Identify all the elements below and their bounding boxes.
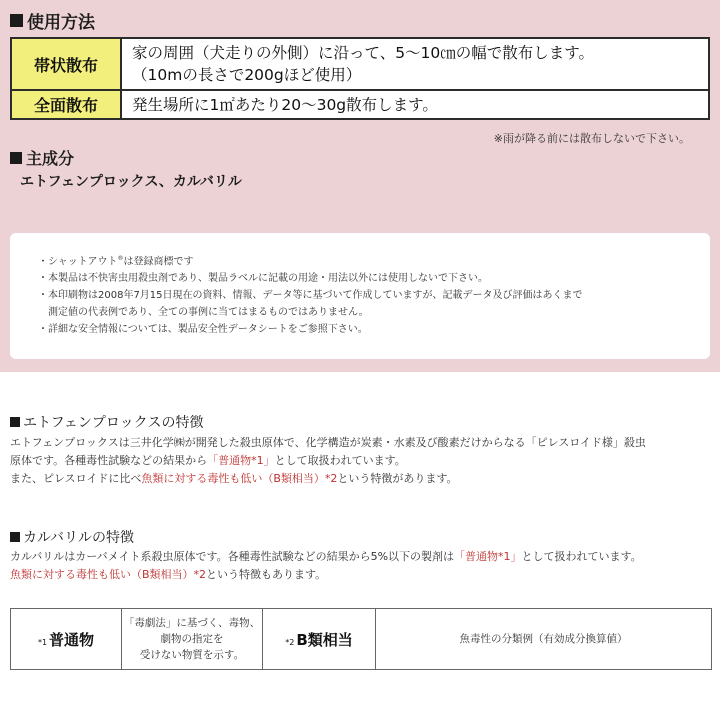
usage-table <box>10 37 710 120</box>
note-line-data: ・本印刷物は2008年7月15日現在の資料、情報、データ等に基づいて作成していますが、記載データ及び評価はあくまで <box>38 290 583 302</box>
emphasis-text: 「普通物*1」 <box>207 454 275 467</box>
square-bullet-icon <box>10 152 22 164</box>
note-line-data-cont: 測定値の代表例であり、全ての事例に当てはまるものではありません。 <box>38 307 369 319</box>
ingredients-text: エトフェンプロックス、カルバリル <box>20 174 242 190</box>
usage-row-full <box>11 90 709 119</box>
carbaryl-body: カルバリルはカーバメイト系殺虫原体です。各種毒性試験などの結果から5%以下の製剤は「普通物*1」として扱われています。 魚類に対する毒性も低い（B類相当）*2という特徴もあります。 <box>10 550 642 581</box>
legend-label-b-class: *2 B類相当 <box>263 609 376 670</box>
legend-table <box>10 608 712 670</box>
rain-note: ※雨が降る前には散布しないで下さい。 <box>493 132 690 145</box>
note-line-safety: ・詳細な安全情報については、製品安全性データシートをご参照下さい。 <box>38 324 368 336</box>
legend-desc-futsubutsu: 「毒劇法」に基づく、毒物、劇物の指定を 受けない物質を示す。 <box>122 609 263 670</box>
carbaryl-section-title: カルバリルの特徴 <box>10 527 134 547</box>
square-bullet-icon <box>10 14 23 27</box>
usage-label-band: 帯状散布 <box>11 38 121 90</box>
square-bullet-icon <box>10 417 20 427</box>
usage-label-full: 全面散布 <box>11 90 121 119</box>
note-line-trademark: ・シャットアウト®は登録商標です <box>38 255 194 268</box>
note-line-usage: ・本製品は不快害虫用殺虫剤であり、製品ラベルに記載の用途・用法以外には使用しないで下さい。 <box>38 273 488 285</box>
emphasis-text: 魚類に対する毒性も低い（B類相当）*2 <box>10 568 207 581</box>
emphasis-text: 「普通物*1」 <box>454 550 522 563</box>
square-bullet-icon <box>10 532 20 542</box>
usage-section-title: 使用方法 <box>10 8 95 33</box>
etofen-body: エトフェンプロックスは三井化学㈱が開発した殺虫原体で、化学構造が炭素・水素及び酸素だけからなる「ピレスロイド様」殺虫 原体です。各種毒性試験などの結果から「普通物*1」として取扱われています。 また、ピレスロイドに比べ魚類に対する毒性も低い（B類相当）*2という特徴があります。 <box>10 436 646 485</box>
etofen-section-title: エトフェンプロックスの特徴 <box>10 412 203 432</box>
legend-desc-b-class: 魚毒性の分類例（有効成分換算値） <box>376 609 712 670</box>
usage-desc-full: 発生場所に1㎡あたり20〜30g散布します。 <box>121 90 709 119</box>
usage-desc-band: 家の周囲（犬走りの外側）に沿って、5〜10㎝の幅で散布します。 （10mの長さで200gほど使用） <box>121 38 709 90</box>
ingredients-section-title: 主成分 <box>10 146 74 169</box>
usage-row-band <box>11 38 709 90</box>
legend-label-futsubutsu: *1 普通物 <box>11 609 122 670</box>
notes-box <box>10 233 710 359</box>
emphasis-text: 魚類に対する毒性も低い（B類相当）*2 <box>141 472 338 485</box>
